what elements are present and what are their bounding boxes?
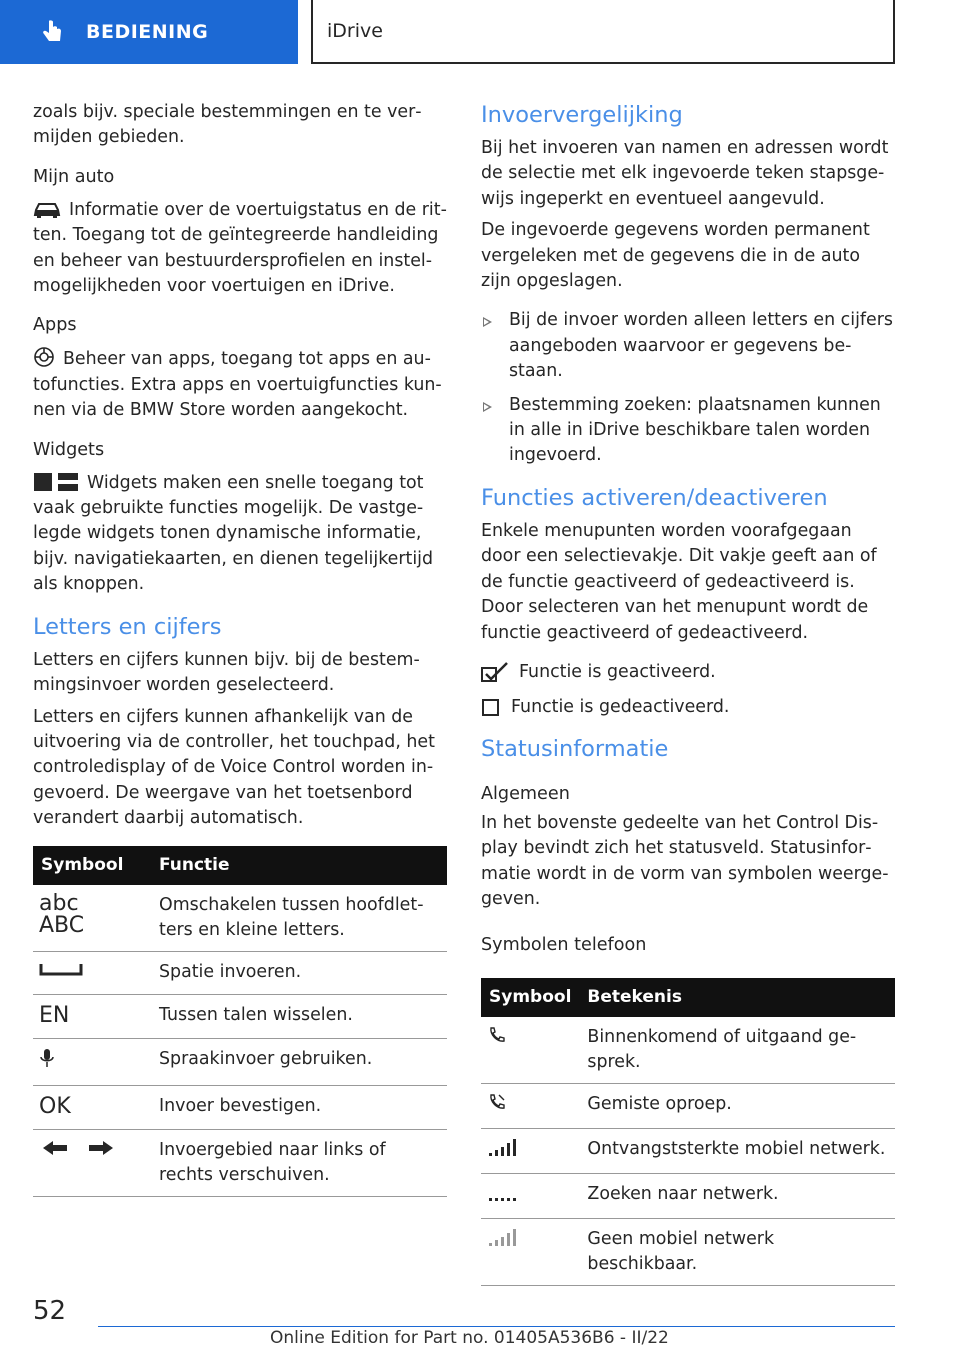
table-row: EN Tussen talen wisselen. xyxy=(33,994,447,1038)
widgets-icon xyxy=(33,472,79,492)
table-row: Gemiste oproep. xyxy=(481,1083,895,1128)
table-header-symbol: Symbool xyxy=(481,978,579,1017)
signal-strength-icon xyxy=(487,1137,517,1157)
space-icon xyxy=(39,960,83,978)
widgets-title: Widgets xyxy=(33,439,105,460)
letters-heading: Letters en cijfers xyxy=(33,613,222,640)
table-row: OK Invoer bevestigen. xyxy=(33,1085,447,1129)
table-row: Zoeken naar netwerk. xyxy=(481,1173,895,1218)
footer-divider xyxy=(98,1326,895,1327)
network-search-icon xyxy=(487,1182,517,1202)
phone-call-icon xyxy=(487,1025,507,1045)
table-header-function: Functie xyxy=(151,846,447,885)
apps-title: Apps xyxy=(33,315,77,336)
right-column xyxy=(481,100,895,1286)
phone-symbols-table xyxy=(481,978,895,1286)
section-label: BEDIENING xyxy=(86,21,209,43)
no-network-icon xyxy=(487,1227,517,1247)
checked-row: Functie is geactiveerd. xyxy=(481,660,895,685)
table-row: Binnenkomend of uitgaand gesprek. xyxy=(481,1017,895,1084)
functies-heading: Functies activeren/deactiveren xyxy=(481,484,828,511)
table-row: Geen mobiel netwerk beschikbaar. xyxy=(481,1218,895,1285)
bullet-triangle-icon xyxy=(483,317,492,327)
ok-icon: OK xyxy=(39,1093,71,1119)
functies-p1: Enkele menupunten worden voorafgegaan door een selectievakje. Dit vakje geeft aan of de functie geactiveerd of gedeactiveerd is. Door selecteren van het menupunt wordt de functie geactiveerd of gedeactiveerd. xyxy=(481,520,877,643)
apps-icon xyxy=(33,346,55,368)
touch-hand-icon xyxy=(38,18,66,46)
mijn-auto-text: Informatie over de voertuigstatus en de ritten. Toegang tot de geïntegreerde handleiding en beheer van bestuurdersprofielen en instelmogelijkheden voor voertuigen en iDrive. xyxy=(33,199,447,297)
intro-text: zoals bijv. speciale bestemmingen en te vermijden gebieden. xyxy=(33,102,422,148)
table-row: abc ABC Omschakelen tussen hoofdletters en kleine letters. xyxy=(33,885,447,952)
checkbox-empty-icon xyxy=(481,697,501,717)
case-switch-icon: abc ABC xyxy=(39,890,85,938)
invoer-bullets xyxy=(481,308,895,468)
table-row: Spatie invoeren. xyxy=(33,951,447,994)
edition-text: Online Edition for Part no. 01405A536B6 - II/22 xyxy=(270,1328,669,1348)
checkbox-checked-icon xyxy=(481,661,509,683)
page-number: 52 xyxy=(33,1296,67,1326)
table-header-meaning: Betekenis xyxy=(579,978,895,1017)
letters-table xyxy=(33,846,447,1197)
table-row: Ontvangststerkte mobiel netwerk. xyxy=(481,1128,895,1173)
widgets-text: Widgets maken een snelle toegang tot vaak gebruikte functies mogelijk. De vastgelegde widgets tonen dynamische informatie, bijv. navigatiekaarten, en dienen tegelijkertijd als knoppen. xyxy=(33,472,434,595)
invoer-p2: De ingevoerde gegevens worden permanent vergeleken met de gegevens die in de auto zijn opgeslagen. xyxy=(481,220,870,292)
table-row: Invoergebied naar links of rechts verschuiven. xyxy=(33,1129,447,1196)
chapter-label: iDrive xyxy=(327,20,383,42)
microphone-icon xyxy=(39,1047,55,1069)
arrow-left-right-icon xyxy=(39,1138,117,1158)
unchecked-row: Functie is gedeactiveerd. xyxy=(481,695,895,720)
missed-call-icon xyxy=(487,1092,507,1112)
mijn-auto-title: Mijn auto xyxy=(33,166,115,187)
table-header-symbol: Symbool xyxy=(33,846,151,885)
invoer-p1: Bij het invoeren van namen en adressen wordt de selectie met elk ingevoerde teken stapsgewijs ingeperkt en eventueel aangevuld. xyxy=(481,138,889,209)
status-heading: Statusinformatie xyxy=(481,735,669,762)
invoer-heading: Invoervergelijking xyxy=(481,102,683,128)
chapter-title xyxy=(311,0,895,64)
language-icon: EN xyxy=(39,1002,70,1028)
bullet-triangle-icon xyxy=(483,402,492,412)
section-tab xyxy=(0,0,298,64)
apps-text: Beheer van apps, toegang tot apps en autofuncties. Extra apps en voertuigfuncties kunnen via de BMW Store worden aangekocht. xyxy=(33,346,447,423)
left-column xyxy=(33,100,447,1197)
status-p1: In het bovenste gedeelte van het Control Display bevindt zich het statusveld. Statusinformatie wordt in de vorm van symbolen weergegeven. xyxy=(481,812,889,910)
telefoon-title: Symbolen telefoon xyxy=(481,934,647,955)
letters-p1: Letters en cijfers kunnen bijv. bij de bestemmingsinvoer worden geselecteerd. xyxy=(33,649,420,696)
letters-p2: Letters en cijfers kunnen afhankelijk van de uitvoering via de controller, het touchpad, het controledisplay of de Voice Control worden ingevoerd. De weergave van het toetsenbord verandert daarbij automatisch. xyxy=(33,706,435,829)
car-icon xyxy=(33,201,61,219)
table-row: Spraakinvoer gebruiken. xyxy=(33,1038,447,1085)
list-item: Bij de invoer worden alleen letters en cijfers aangeboden waarvoor er gegevens bestaan. xyxy=(481,308,895,384)
algemeen-title: Algemeen xyxy=(481,783,570,804)
list-item: Bestemming zoeken: plaatsnamen kunnen in alle in iDrive beschikbare talen worden ingevoerd. xyxy=(481,393,895,469)
